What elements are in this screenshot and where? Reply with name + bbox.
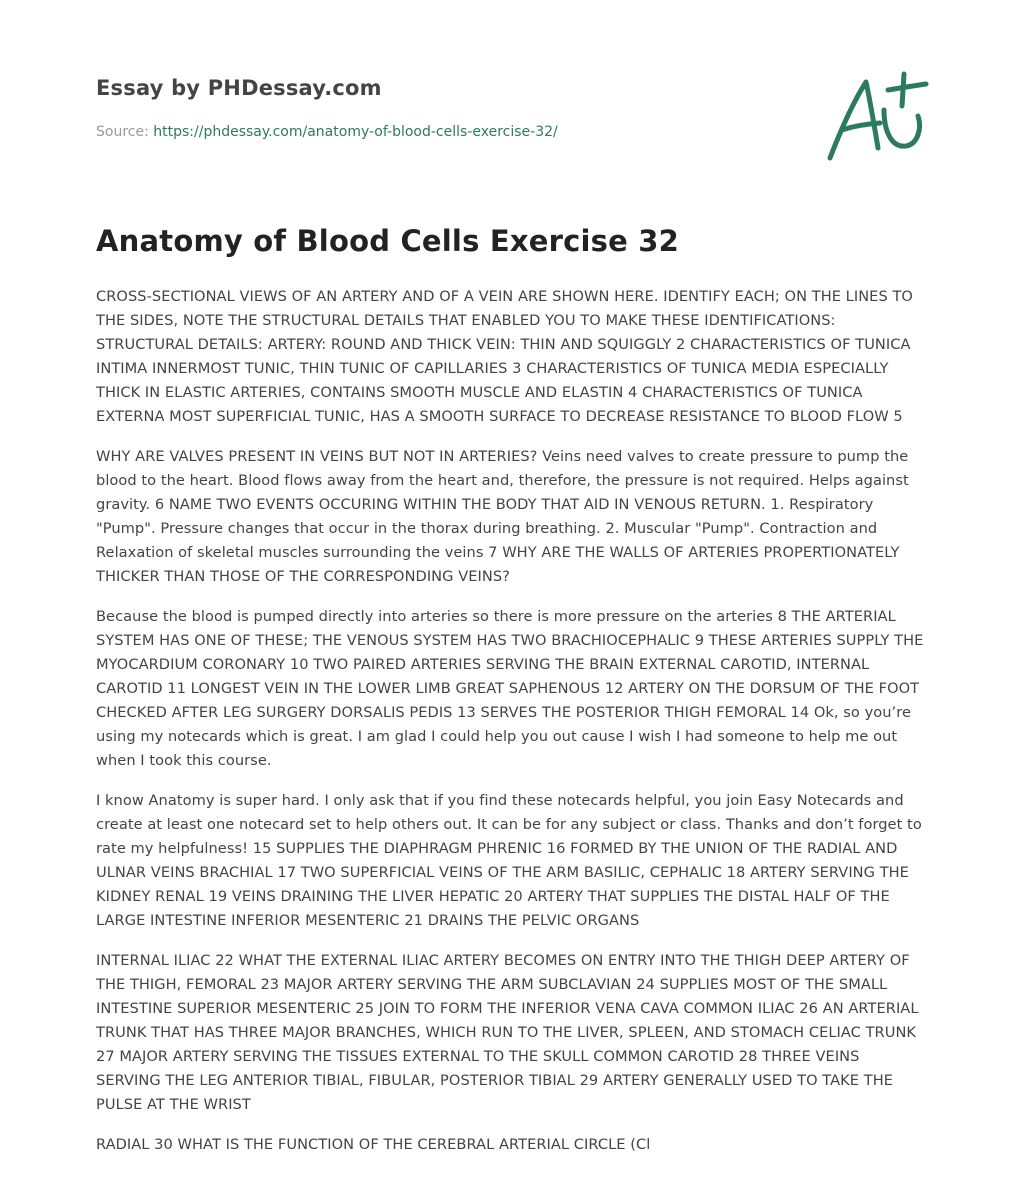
paragraph-6: RADIAL 30 WHAT IS THE FUNCTION OF THE CEREBRAL ARTERIAL CIRCLE (Cl	[96, 1136, 651, 1153]
paragraph-1: CROSS-SECTIONAL VIEWS OF AN ARTERY AND OF A VEIN ARE SHOWN HERE. IDENTIFY EACH; ON THE LINES TO THE SIDES, NOTE THE STRUCTURAL DETAILS THAT ENABLED YOU TO MAKE THESE IDENTIFICATIONS: STRUCTURAL DETAILS: ARTERY: ROUND AND THICK VEIN: THIN AND SQUIGGLY 2 CHARACTERISTICS OF TUNICA INTIMA INNERMOST TUNIC, THIN TUNIC OF CAPILLARIES 3 CHARACTERISTICS OF TUNICA MEDIA ESPECIALLY THICK IN ELASTIC ARTERIES, CONTAINS SMOOTH MUSCLE AND ELASTIN 4 CHARACTERISTICS OF TUNICA EXTERNA MOST SUPERFICIAL TUNIC, HAS A SMOOTH SURFACE TO DECREASE RESISTANCE TO BLOOD FLOW 5	[96, 288, 913, 425]
article-title: Anatomy of Blood Cells Exercise 32	[96, 224, 680, 258]
paragraph-5: INTERNAL ILIAC 22 WHAT THE EXTERNAL ILIAC ARTERY BECOMES ON ENTRY INTO THE THIGH DEEP ARTERY OF THE THIGH, FEMORAL 23 MAJOR ARTERY SERVING THE ARM SUBCLAVIAN 24 SUPPLIES MOST OF THE SMALL INTESTINE SUPERIOR MESENTERIC 25 JOIN TO FORM THE INFERIOR VENA CAVA COMMON ILIAC 26 AN ARTERIAL TRUNK THAT HAS THREE MAJOR BRANCHES, WHICH RUN TO THE LIVER, SPLEEN, AND STOMACH CELIAC TRUNK 27 MAJOR ARTERY SERVING THE TISSUES EXTERNAL TO THE SKULL COMMON CAROTID 28 THREE VEINS SERVING THE LEG ANTERIOR TIBIAL, FIBULAR, POSTERIOR TIBIAL 29 ARTERY GENERALLY USED TO TAKE THE PULSE AT THE WRIST	[96, 952, 919, 1113]
paragraph-4: I know Anatomy is super hard. I only ask that if you find these notecards helpful, you join Easy Notecards and create at least one notecard set to help others out. It can be for any subject or class. Thanks and don’t forget to rate my helpfulness! 15 SUPPLIES THE DIAPHRAGM PHRENIC 16 FORMED BY THE UNION OF THE RADIAL AND ULNAR VEINS BRACHIAL 17 TWO SUPERFICIAL VEINS OF THE ARM BASILIC, CEPHALIC 18 ARTERY SERVING THE KIDNEY RENAL 19 VEINS DRAINING THE LIVER HEPATIC 20 ARTERY THAT SUPPLIES THE DISTAL HALF OF THE LARGE INTESTINE INFERIOR MESENTERIC 21 DRAINS THE PELVIC ORGANS	[96, 792, 922, 929]
source-line	[96, 124, 558, 140]
source-label: Source:	[96, 124, 149, 140]
source-link[interactable]: https://phdessay.com/anatomy-of-blood-cells-exercise-32/	[153, 124, 558, 140]
brand-heading: Essay by PHDessay.com	[96, 76, 382, 100]
a-plus-logo-icon	[818, 66, 934, 170]
paragraph-2: WHY ARE VALVES PRESENT IN VEINS BUT NOT IN ARTERIES? Veins need valves to create pressure to pump the blood to the heart. Blood flows away from the heart and, therefore, the pressure is not required. Helps against gravity. 6 NAME TWO EVENTS OCCURING WITHIN THE BODY THAT AID IN VENOUS RETURN. 1. Respiratory "Pump". Pressure changes that occur in the thorax during breathing. 2. Muscular "Pump". Contraction and Relaxation of skeletal muscles surrounding the veins 7 WHY ARE THE WALLS OF ARTERIES PROPERTIONATELY THICKER THAN THOSE OF THE CORRESPONDING VEINS?	[96, 448, 909, 585]
article-body	[96, 285, 928, 1173]
paragraph-3: Because the blood is pumped directly into arteries so there is more pressure on the arteries 8 THE ARTERIAL SYSTEM HAS ONE OF THESE; THE VENOUS SYSTEM HAS TWO BRACHIOCEPHALIC 9 THESE ARTERIES SUPPLY THE MYOCARDIUM CORONARY 10 TWO PAIRED ARTERIES SERVING THE BRAIN EXTERNAL CAROTID, INTERNAL CAROTID 11 LONGEST VEIN IN THE LOWER LIMB GREAT SAPHENOUS 12 ARTERY ON THE DORSUM OF THE FOOT CHECKED AFTER LEG SURGERY DORSALIS PEDIS 13 SERVES THE POSTERIOR THIGH FEMORAL 14 Ok, so you’re using my notecards which is great. I am glad I could help you out cause I wish I had someone to help me out when I took this course.	[96, 608, 924, 769]
